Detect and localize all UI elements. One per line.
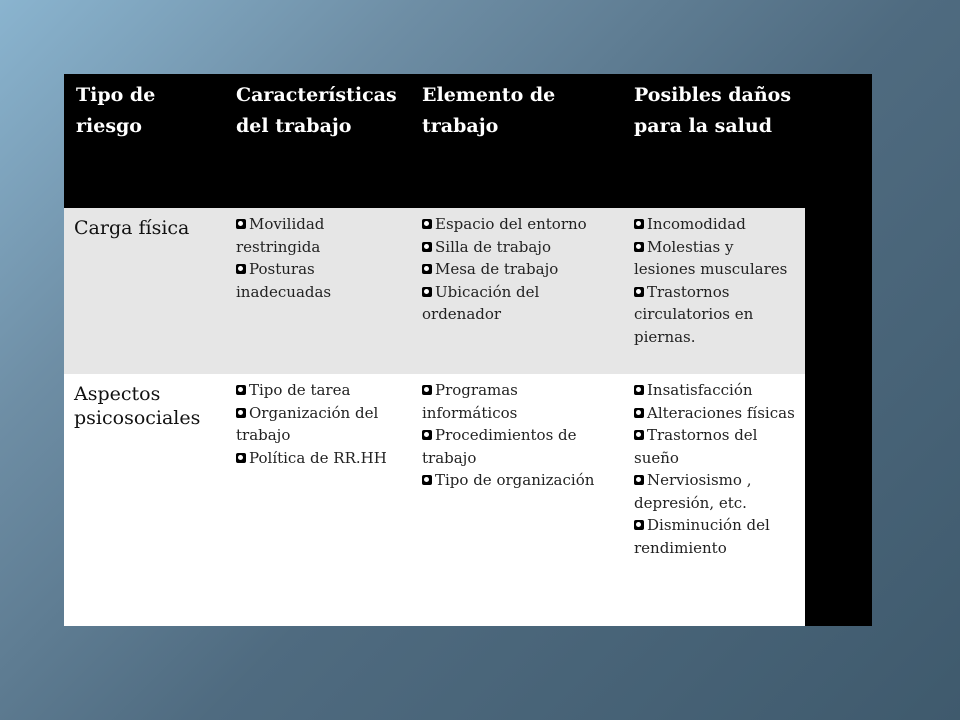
header-elemento: Elemento de trabajo [422, 84, 556, 137]
list-item: Trastornos circulatorios en piernas. [634, 282, 754, 346]
checkbox-bullet-icon [236, 219, 246, 229]
list-item: Política de RR.HH [236, 447, 404, 470]
characteristics-list [236, 213, 404, 303]
list-item: Mesa de trabajo [422, 258, 612, 281]
list-item: Nerviosismo , depresión, etc. [634, 471, 752, 512]
list-item: Insatisfacción [634, 379, 799, 402]
checkbox-bullet-icon [634, 385, 644, 395]
checkbox-bullet-icon [422, 430, 432, 440]
row-aspectos-psicosociales [64, 374, 805, 626]
checkbox-bullet-icon [634, 430, 644, 440]
checkbox-bullet-icon [422, 475, 432, 485]
list-item: Movilidad restringida [236, 215, 325, 256]
list-item: Alteraciones físicas [634, 402, 799, 425]
risk-label: Carga física [74, 217, 190, 239]
elements-list [422, 213, 612, 326]
row-carga-fisica [64, 208, 805, 374]
checkbox-bullet-icon [422, 219, 432, 229]
list-item: Organización del trabajo [236, 403, 379, 444]
list-item: Trastornos del sueño [634, 426, 758, 467]
list-item: Ubicación del ordenador [422, 282, 540, 323]
checkbox-bullet-icon [236, 408, 246, 418]
checkbox-bullet-icon [236, 264, 246, 274]
list-item: Disminución del rendimiento [634, 516, 770, 557]
damages-list [634, 379, 799, 559]
damages-list [634, 213, 799, 348]
checkbox-bullet-icon [422, 242, 432, 252]
checkbox-bullet-icon [422, 264, 432, 274]
checkbox-bullet-icon [422, 287, 432, 297]
list-item: Molestias y lesiones musculares [634, 237, 788, 278]
checkbox-bullet-icon [422, 385, 432, 395]
checkbox-bullet-icon [236, 385, 246, 395]
checkbox-bullet-icon [634, 287, 644, 297]
checkbox-bullet-icon [634, 219, 644, 229]
checkbox-bullet-icon [634, 242, 644, 252]
checkbox-bullet-icon [634, 475, 644, 485]
header-posibles-danos: Posibles daños para la salud [634, 84, 792, 137]
list-item: Tipo de organización [422, 469, 612, 492]
risk-label: Aspectos psicosociales [74, 383, 201, 429]
list-item: Programas informáticos [422, 381, 518, 422]
checkbox-bullet-icon [236, 453, 246, 463]
list-item: Tipo de tarea [236, 379, 404, 402]
checkbox-bullet-icon [634, 520, 644, 530]
list-item: Silla de trabajo [422, 236, 612, 259]
list-item: Posturas inadecuadas [236, 260, 332, 301]
risk-table [64, 74, 872, 626]
list-item: Espacio del entorno [422, 213, 612, 236]
elements-list [422, 379, 612, 492]
header-caracteristicas: Características del trabajo [236, 84, 397, 137]
characteristics-list [236, 379, 404, 469]
header-tipo-riesgo: Tipo de riesgo [76, 84, 156, 137]
list-item: Procedimientos de trabajo [422, 426, 577, 467]
list-item: Incomodidad [634, 213, 799, 236]
checkbox-bullet-icon [634, 408, 644, 418]
